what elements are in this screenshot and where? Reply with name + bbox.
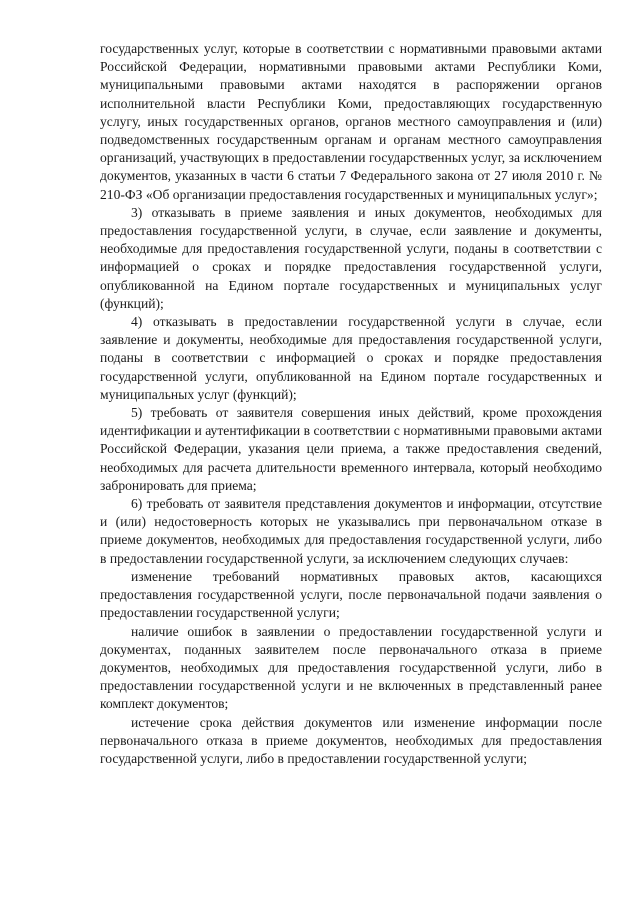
paragraph-case-requirements-change: изменение требований нормативных правовых актов, касающихся предоставления государственной услуги, после первоначальной подачи заявления о предоставлении государственной услуги; [100, 568, 602, 621]
paragraph-item-6: 6) требовать от заявителя представления документов и информации, отсутствие и (или) недостоверность которых не указывались при первоначальном отказе в приеме документов, необходимых для предоставления государственной услуги, либо в предоставлении государственной услуги, за исключением следующих случаев: [100, 496, 602, 566]
paragraph-item-5: 5) требовать от заявителя совершения иных действий, кроме прохождения идентификации и аутентификации в соответствии с нормативными правовыми актами Российской Федерации, указания цели приема, а также предоставления сведений, необходимых для расчета длительности временного интервала, который необходимо забронировать для приема; [100, 405, 602, 493]
document-page [100, 40, 602, 768]
paragraph-case-expiry: истечение срока действия документов или изменение информации после первоначального отказа в приеме документов, необходимых для предоставления государственной услуги, либо в предоставлении государственной услуги; [100, 714, 602, 766]
paragraph-case-errors: наличие ошибок в заявлении о предоставлении государственной услуги и документах, поданных заявителем после первоначального отказа в приеме документов, необходимых для предоставления государственной услуги, либо в предоставлении государственной услуги и не включенных в представленный ранее комплект документов; [100, 623, 602, 712]
paragraph-item-4: 4) отказывать в предоставлении государственной услуги в случае, если заявление и документы, необходимые для предоставления государственной услуги, поданы в соответствии с информацией о сроках и порядке предоставления государственной услуги, опубликованной на Едином портале государственных и муниципальных услуг (функций); [100, 314, 602, 402]
paragraph-continuation: государственных услуг, которые в соответствии с нормативными правовыми актами Российской Федерации, нормативными правовыми актами Республики Коми, муниципальными правовыми актами находятся в распоряжении органов исполнительной власти Республики Коми, предоставляющих государственную услугу, иных государственных органов, органов местного самоуправления и (или) подведомственных государственным органам и органам местного самоуправления организаций, участвующих в предоставлении государственных услуг, за исключением документов, указанных в части 6 статьи 7 Федерального закона от 27 июля 2010 г. № 210-ФЗ «Об организации предоставления государственных и муниципальных услуг»; [100, 41, 602, 202]
paragraph-item-3: 3) отказывать в приеме заявления и иных документов, необходимых для предоставления государственной услуги, в случае, если заявление и документы, необходимые для предоставления государственной услуги, поданы в соответствии с информацией о сроках и порядке предоставления государственной услуги, опубликованной на Едином портале государственных и муниципальных услуг (функций); [100, 204, 602, 311]
